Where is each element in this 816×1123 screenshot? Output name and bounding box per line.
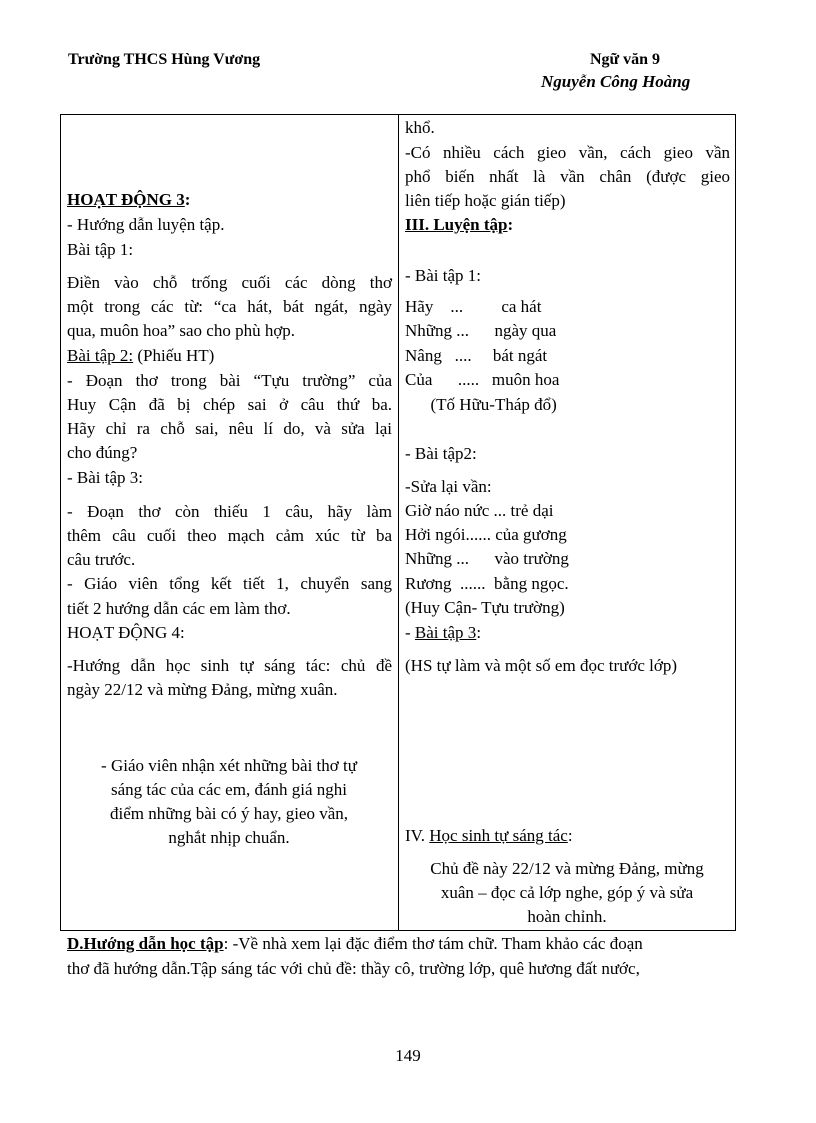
activity-3-heading: HOẠT ĐỘNG 3: <box>67 190 191 209</box>
exercise-3-text-line: tiết 2 hướng dẫn các em làm thơ. <box>67 599 291 618</box>
activity-3-description: - Hướng dẫn luyện tập. <box>67 215 225 234</box>
section-4-text-line: hoàn chỉnh. <box>527 907 607 926</box>
poem-2-line: Rương ...... bằng ngọc. <box>405 574 569 593</box>
teacher-comment-line: sáng tác của các em, đánh giá nghi <box>110 780 347 799</box>
exercise-1-text-line: Điền vào chỗ trống cuối các dòng thơ <box>67 273 392 292</box>
poem-1-line: Hãy ... ca hát <box>405 297 542 316</box>
activity-4-heading: HOẠT ĐỘNG 4: <box>67 623 185 642</box>
exercise-2-text-line: Huy Cận đã bị chép sai ở câu thứ ba. <box>67 395 392 414</box>
exercise-1-text-line: qua, muôn hoa” sao cho phù hợp. <box>67 321 296 340</box>
exercise-1-label: - Bài tập 1: <box>405 266 482 285</box>
poem-2-line: -Sửa lại vần: <box>405 477 492 496</box>
homework-guide-line: D.Hướng dẫn học tập: -Về nhà xem lại đặc điểm thơ tám chữ. Tham khảo các đoạn <box>67 934 643 953</box>
teacher-comment-line: điểm những bài có ý hay, gieo vần, <box>109 804 349 823</box>
rhyme-note-line: khổ. <box>405 118 435 137</box>
subject-title: Ngữ văn 9 <box>590 51 661 68</box>
exercise-1-text-line: một trong các từ: “ca hát, bát ngát, ngày <box>67 297 392 316</box>
exercise-3-label: - Bài tập 3: <box>405 623 482 642</box>
section-3-heading: III. Luyện tập: <box>405 215 514 234</box>
exercise-3-text-line: thêm câu cuối theo mạch cảm xúc từ ba <box>67 526 392 545</box>
poem-1-line: Của ..... muôn hoa <box>405 370 560 389</box>
poem-2-line: Giờ náo nức ... trẻ dại <box>405 501 554 520</box>
teacher-comment-line: - Giáo viên nhận xét những bài thơ tự <box>101 756 357 775</box>
rhyme-note-line: -Có nhiều cách gieo vần, cách gieo vần <box>405 143 730 162</box>
exercise-2-text-line: - Đoạn thơ trong bài “Tựu trường” của <box>67 371 392 390</box>
exercise-2-text-line: cho đúng? <box>67 443 138 462</box>
exercise-3-text-line: câu trước. <box>67 550 136 569</box>
teacher-comment-line: nghắt nhịp chuẩn. <box>168 828 290 847</box>
exercise-3-text-line: - Giáo viên tổng kết tiết 1, chuyển sang <box>67 574 392 593</box>
poem-1-line: Nâng .... bát ngát <box>405 346 548 365</box>
exercise-2-heading: Bài tập 2: (Phiếu HT) <box>67 346 215 365</box>
poem-2-line: Hởi ngói...... của gương <box>405 525 567 544</box>
homework-guide-line: thơ đã hướng dẫn.Tập sáng tác với chủ đề: thầy cô, trường lớp, quê hương đất nước, <box>67 959 640 978</box>
section-4-heading: IV. Học sinh tự sáng tác: <box>405 826 573 845</box>
rhyme-note-line: phổ biến nhất là vần chân (được gieo <box>405 167 730 186</box>
poem-2-line: Những ... vào trường <box>405 549 569 568</box>
section-4-text-line: Chủ đề này 22/12 và mừng Đảng, mừng <box>430 859 704 878</box>
exercise-2-label: - Bài tập2: <box>405 444 477 463</box>
table-column-divider <box>398 114 399 931</box>
activity-4-text-line: ngày 22/12 và mừng Đảng, mừng xuân. <box>67 680 338 699</box>
activity-4-text-line: -Hướng dẫn học sinh tự sáng tác: chủ đề <box>67 656 392 675</box>
page-number: 149 <box>395 1046 421 1065</box>
poem-1-line: Những ... ngày qua <box>405 321 557 340</box>
author-name: Nguyễn Công Hoàng <box>541 72 691 91</box>
exercise-1-label: Bài tập 1: <box>67 240 134 259</box>
exercise-3-note: (HS tự làm và một số em đọc trước lớp) <box>405 656 677 675</box>
exercise-2-text-line: Hãy chỉ ra chỗ sai, nêu lí do, và sửa lại <box>67 419 392 438</box>
exercise-3-label: - Bài tập 3: <box>67 468 144 487</box>
poem-1-source: (Tố Hữu-Tháp đổ) <box>405 395 557 414</box>
rhyme-note-line: liên tiếp hoặc gián tiếp) <box>405 191 566 210</box>
exercise-3-text-line: - Đoạn thơ còn thiếu 1 câu, hãy làm <box>67 502 392 521</box>
school-name: Trường THCS Hùng Vương <box>68 51 261 68</box>
section-4-text-line: xuân – đọc cả lớp nghe, góp ý và sửa <box>440 883 694 902</box>
poem-2-source: (Huy Cận- Tựu trường) <box>405 598 565 617</box>
